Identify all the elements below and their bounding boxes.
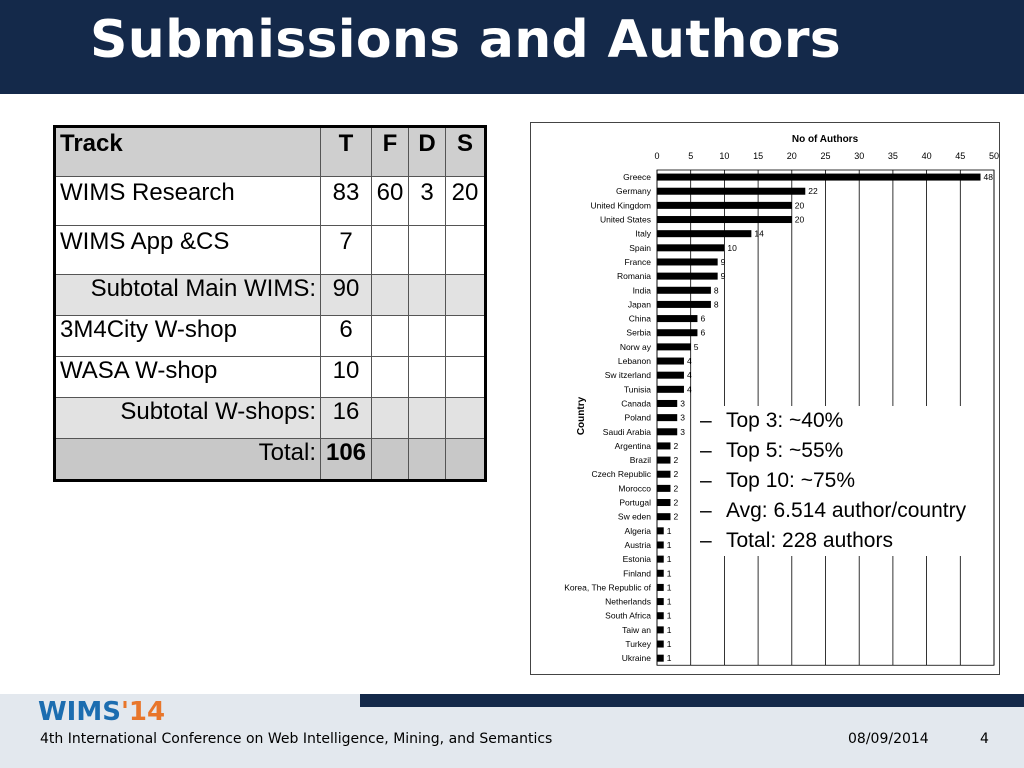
- chart-y-axis-label: Country: [576, 396, 587, 436]
- bullet-item: [700, 436, 968, 466]
- cell-s: [446, 398, 486, 439]
- bar: [657, 541, 664, 548]
- data-label: 2: [673, 469, 679, 480]
- data-label: 1: [666, 653, 672, 664]
- cell-s: 20: [446, 177, 486, 226]
- bullet-text: Total: 228 authors: [726, 529, 893, 552]
- x-tick-label: 20: [786, 151, 797, 161]
- footer-accent-band: [360, 694, 1024, 707]
- header-track: Track: [55, 127, 321, 177]
- bar: [657, 626, 664, 633]
- authors-chart: [530, 122, 1000, 675]
- bar: [657, 244, 724, 251]
- table-row: [55, 316, 486, 357]
- bar: [657, 329, 697, 336]
- cell-f: [372, 439, 409, 481]
- submissions-table: [53, 125, 487, 482]
- row-label: Subtotal Main WIMS:: [55, 275, 321, 316]
- data-label: 1: [666, 582, 672, 593]
- category-label: Sw eden: [617, 511, 651, 522]
- x-tick-label: 45: [955, 151, 966, 161]
- bullet-item: [700, 496, 968, 526]
- bar: [657, 315, 697, 322]
- cell-d: [409, 316, 446, 357]
- header-f: F: [372, 127, 409, 177]
- category-label: Canada: [621, 398, 651, 409]
- bar: [657, 230, 751, 237]
- dash-icon: –: [700, 409, 712, 432]
- data-label: 9: [720, 256, 726, 267]
- category-label: Korea, The Republic of: [564, 582, 651, 593]
- data-label: 1: [666, 610, 672, 621]
- category-label: Norw ay: [619, 341, 651, 352]
- cell-s: [446, 226, 486, 275]
- bar: [657, 655, 664, 662]
- dash-icon: –: [700, 469, 712, 492]
- data-label: 8: [713, 299, 719, 310]
- category-label: Portugal: [619, 497, 651, 508]
- bullet-item: [700, 526, 968, 556]
- bar: [657, 570, 664, 577]
- cell-s: [446, 275, 486, 316]
- cell-f: 60: [372, 177, 409, 226]
- data-label: 10: [727, 242, 737, 253]
- cell-t: 7: [321, 226, 372, 275]
- data-label: 1: [666, 596, 672, 607]
- data-label: 9: [720, 271, 726, 282]
- cell-f: [372, 275, 409, 316]
- x-tick-label: 0: [654, 151, 660, 161]
- category-label: Saudi Arabia: [602, 426, 651, 437]
- bar: [657, 414, 677, 421]
- chart-title: No of Authors: [791, 134, 859, 145]
- x-tick-label: 40: [921, 151, 932, 161]
- category-label: China: [628, 313, 651, 324]
- data-label: 1: [666, 624, 672, 635]
- cell-f: [372, 398, 409, 439]
- category-label: Czech Republic: [591, 469, 651, 480]
- bar: [657, 188, 805, 195]
- data-label: 2: [673, 440, 679, 451]
- cell-d: [409, 439, 446, 481]
- category-label: Turkey: [625, 639, 651, 650]
- data-label: 3: [680, 398, 685, 409]
- bar: [657, 641, 664, 648]
- page-number: 4: [980, 731, 989, 747]
- bar: [657, 372, 684, 379]
- bar: [657, 499, 670, 506]
- bar: [657, 343, 691, 350]
- x-tick-label: 10: [719, 151, 730, 161]
- row-label: WASA W-shop: [55, 357, 321, 398]
- bullet-item: [700, 466, 968, 496]
- category-label: Netherlands: [605, 596, 651, 607]
- category-label: Taiw an: [622, 624, 651, 635]
- bar: [657, 273, 718, 280]
- data-label: 2: [673, 497, 679, 508]
- x-tick-label: 35: [887, 151, 898, 161]
- bar: [657, 513, 670, 520]
- bar: [657, 174, 981, 181]
- data-label: 2: [673, 483, 679, 494]
- footer-conference-name: 4th International Conference on Web Intelligence, Mining, and Semantics: [40, 731, 553, 747]
- category-label: United States: [599, 214, 651, 225]
- bar: [657, 358, 684, 365]
- x-tick-label: 15: [753, 151, 764, 161]
- bar: [657, 258, 718, 265]
- bar: [657, 386, 684, 393]
- category-label: Algeria: [624, 525, 651, 536]
- row-label: WIMS Research: [55, 177, 321, 226]
- stats-bullet-list: [700, 406, 968, 556]
- logo-text: WIMS: [38, 697, 121, 727]
- bar: [657, 202, 792, 209]
- authors-bar-chart: [531, 123, 999, 674]
- data-label: 20: [794, 214, 805, 225]
- data-label: 2: [673, 511, 679, 522]
- header-s: S: [446, 127, 486, 177]
- cell-t: 90: [321, 275, 372, 316]
- table-row: [55, 357, 486, 398]
- cell-t: 16: [321, 398, 372, 439]
- category-label: Ukraine: [621, 653, 651, 664]
- bar: [657, 598, 664, 605]
- category-label: Greece: [623, 172, 651, 183]
- category-label: Lebanon: [617, 356, 651, 367]
- bar: [657, 428, 677, 435]
- x-tick-label: 5: [688, 151, 694, 161]
- bullet-text: Avg: 6.514 author/country: [726, 499, 967, 522]
- bar: [657, 301, 711, 308]
- header-d: D: [409, 127, 446, 177]
- bar: [657, 527, 664, 534]
- category-label: Morocco: [618, 483, 651, 494]
- row-label: 3M4City W-shop: [55, 316, 321, 357]
- category-label: Tunisia: [623, 384, 651, 395]
- category-label: United Kingdom: [590, 200, 651, 211]
- category-label: Brazil: [629, 455, 651, 466]
- data-label: 1: [666, 639, 672, 650]
- category-label: Italy: [635, 228, 651, 239]
- row-label: WIMS App &CS: [55, 226, 321, 275]
- title-bar: [0, 0, 1024, 94]
- data-label: 6: [700, 313, 706, 324]
- category-label: Japan: [627, 299, 651, 310]
- category-label: France: [624, 256, 651, 267]
- dash-icon: –: [700, 529, 712, 552]
- table-row: [55, 439, 486, 481]
- bar: [657, 556, 664, 563]
- data-label: 4: [686, 370, 692, 381]
- table-header-row: [55, 127, 486, 177]
- x-tick-label: 30: [854, 151, 865, 161]
- cell-t: 6: [321, 316, 372, 357]
- data-label: 4: [686, 384, 692, 395]
- data-label: 2: [673, 455, 679, 466]
- x-tick-label: 50: [988, 151, 999, 161]
- cell-s: [446, 357, 486, 398]
- bar: [657, 400, 677, 407]
- bar: [657, 457, 670, 464]
- category-label: Serbia: [626, 327, 651, 338]
- data-label: 1: [666, 525, 672, 536]
- header-t: T: [321, 127, 372, 177]
- cell-d: [409, 357, 446, 398]
- data-label: 3: [680, 412, 685, 423]
- table-row: [55, 177, 486, 226]
- slide-title: Submissions and Authors: [90, 10, 842, 70]
- bullet-item: [700, 406, 968, 436]
- data-label: 8: [713, 285, 719, 296]
- category-label: Spain: [629, 242, 651, 253]
- bullet-text: Top 3: ~40%: [726, 409, 844, 432]
- table-row: [55, 398, 486, 439]
- logo-year: '14: [120, 697, 166, 727]
- category-label: Estonia: [622, 554, 651, 565]
- cell-f: [372, 357, 409, 398]
- bar: [657, 471, 670, 478]
- cell-s: [446, 316, 486, 357]
- bar: [657, 612, 664, 619]
- data-label: 22: [808, 186, 818, 197]
- category-label: Poland: [624, 412, 651, 423]
- dash-icon: –: [700, 499, 712, 522]
- category-label: Sw itzerland: [604, 370, 651, 381]
- bar: [657, 442, 670, 449]
- cell-d: [409, 226, 446, 275]
- category-label: India: [632, 285, 651, 296]
- data-label: 1: [666, 539, 672, 550]
- cell-t: 106: [321, 439, 372, 481]
- table-row: [55, 226, 486, 275]
- category-label: Finland: [623, 568, 651, 579]
- bar: [657, 216, 792, 223]
- data-label: 1: [666, 554, 672, 565]
- bullet-text: Top 5: ~55%: [726, 439, 844, 462]
- data-label: 4: [686, 356, 692, 367]
- bar: [657, 287, 711, 294]
- row-label: Total:: [55, 439, 321, 481]
- row-label: Subtotal W-shops:: [55, 398, 321, 439]
- cell-d: [409, 275, 446, 316]
- bar: [657, 485, 670, 492]
- category-label: Argentina: [614, 440, 651, 451]
- data-label: 1: [666, 568, 672, 579]
- cell-t: 83: [321, 177, 372, 226]
- category-label: Romania: [616, 271, 651, 282]
- category-label: South Africa: [605, 610, 651, 621]
- cell-f: [372, 226, 409, 275]
- data-label: 6: [700, 327, 706, 338]
- bar: [657, 584, 664, 591]
- data-label: 5: [693, 341, 699, 352]
- conference-logo: [38, 697, 165, 725]
- category-label: Austria: [624, 539, 651, 550]
- data-label: 3: [680, 426, 685, 437]
- category-label: Germany: [616, 186, 651, 197]
- cell-d: [409, 398, 446, 439]
- data-label: 20: [794, 200, 805, 211]
- cell-d: 3: [409, 177, 446, 226]
- cell-f: [372, 316, 409, 357]
- data-label: 14: [754, 228, 764, 239]
- dash-icon: –: [700, 439, 712, 462]
- table-row: [55, 275, 486, 316]
- bullet-text: Top 10: ~75%: [726, 469, 856, 492]
- x-tick-label: 25: [820, 151, 831, 161]
- footer-date: 08/09/2014: [848, 731, 929, 747]
- cell-t: 10: [321, 357, 372, 398]
- cell-s: [446, 439, 486, 481]
- data-label: 48: [983, 172, 993, 183]
